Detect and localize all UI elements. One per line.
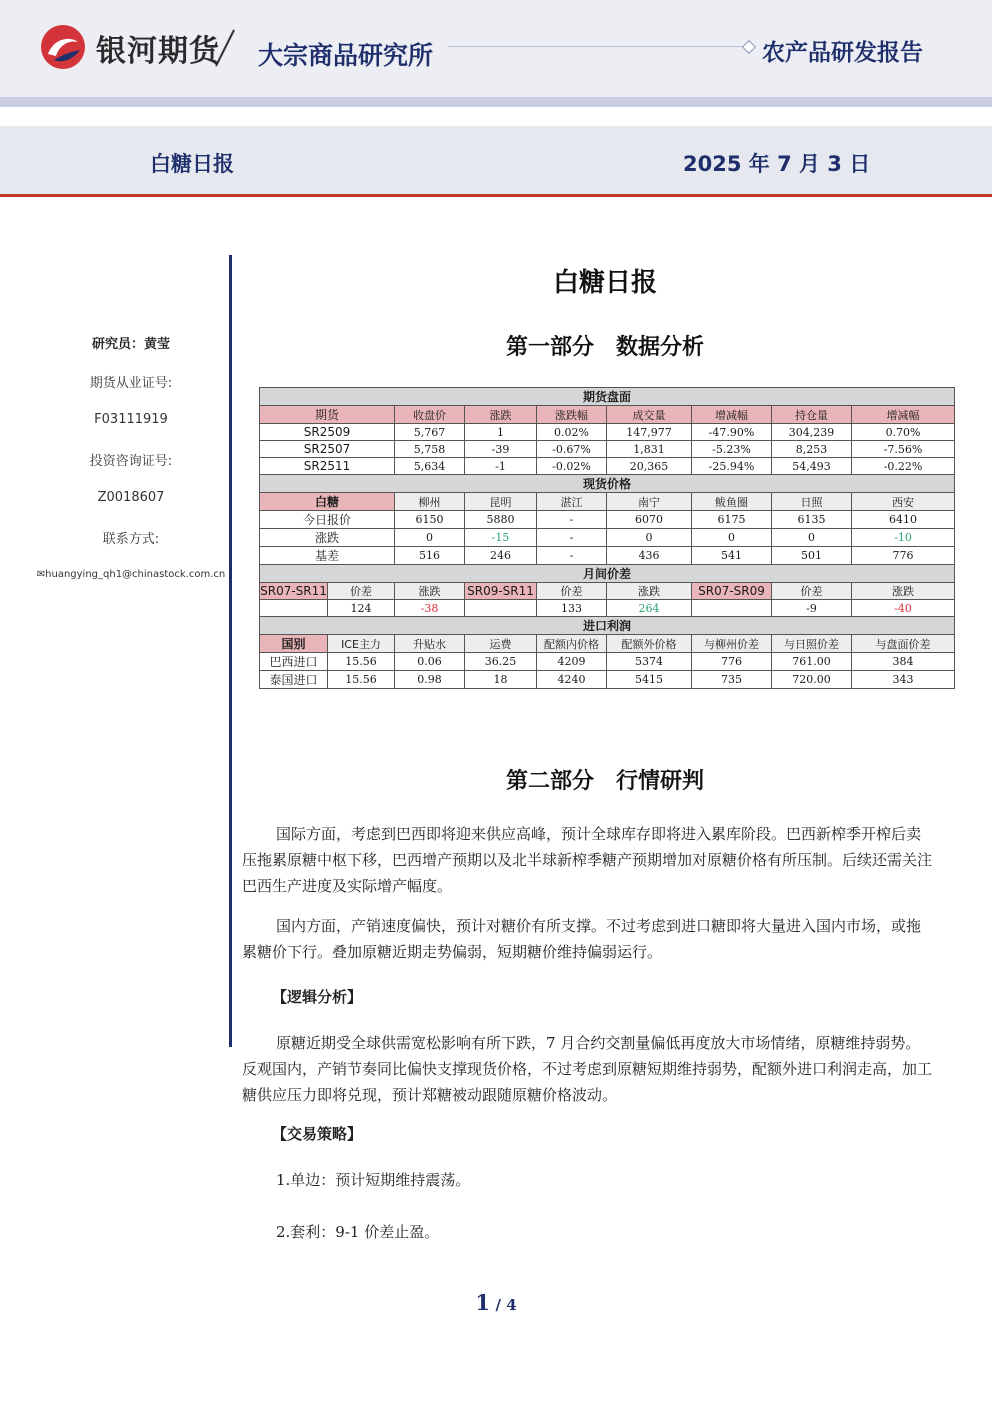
table-cell: 0.70% bbox=[852, 424, 955, 441]
table-cell: 泰国进口 bbox=[260, 671, 328, 689]
table-cell bbox=[465, 600, 537, 617]
table-cell: 8,253 bbox=[772, 441, 852, 458]
institute-name: 大宗商品研究所 bbox=[258, 41, 434, 70]
spread-section-title: 月间价差 bbox=[260, 565, 955, 583]
table-header: 涨跌幅 bbox=[537, 406, 607, 424]
table-cell: 15.56 bbox=[328, 671, 395, 689]
slash-divider bbox=[212, 28, 238, 68]
table-header: 日照 bbox=[772, 493, 852, 511]
table-cell: 5,767 bbox=[395, 424, 465, 441]
table-cell: 0 bbox=[692, 529, 772, 547]
spot-section-row bbox=[260, 475, 955, 493]
table-header: 白糖 bbox=[260, 493, 395, 511]
table-header: ICE主力 bbox=[328, 635, 395, 653]
table-cell: 5880 bbox=[465, 511, 537, 529]
table-cell: 541 bbox=[692, 547, 772, 565]
table-header: 柳州 bbox=[395, 493, 465, 511]
table-cell: 1,831 bbox=[607, 441, 692, 458]
table-cell: 54,493 bbox=[772, 458, 852, 475]
page-number bbox=[0, 1290, 992, 1315]
table-header: 涨跌 bbox=[395, 583, 465, 600]
section-title-data-analysis: 第一部分 数据分析 bbox=[505, 335, 704, 360]
table-cell: 巴西进口 bbox=[260, 653, 328, 671]
table-cell: 516 bbox=[395, 547, 465, 565]
table-cell: - bbox=[537, 547, 607, 565]
table-header: SR07-SR11 bbox=[260, 584, 327, 598]
email-icon: ✉ bbox=[36, 569, 46, 580]
table-cell: -47.90% bbox=[692, 424, 772, 441]
table-cell: 384 bbox=[852, 653, 955, 671]
table-cell: 147,977 bbox=[607, 424, 692, 441]
table-cell: -15 bbox=[465, 529, 537, 547]
table-cell: -0.22% bbox=[852, 458, 955, 475]
import-section-row bbox=[260, 617, 955, 635]
table-cell: -10 bbox=[852, 529, 955, 547]
table-cell: 0.98 bbox=[395, 671, 465, 689]
futures-header-row bbox=[260, 406, 955, 424]
table-cell: 761.00 bbox=[772, 653, 852, 671]
sugar-data-table bbox=[259, 387, 955, 689]
spread-header-row bbox=[260, 583, 955, 600]
table-cell: SR2511 bbox=[260, 458, 395, 475]
table-cell: -40 bbox=[852, 600, 955, 617]
email-address: huangying_qh1@chinastock.com.cn bbox=[45, 569, 226, 580]
table-header: SR09-SR11 bbox=[465, 583, 537, 600]
table-header: 升贴水 bbox=[395, 635, 465, 653]
table-header: SR07-SR09 bbox=[692, 583, 772, 600]
table-cell: 0 bbox=[607, 529, 692, 547]
table-header: 价差 bbox=[772, 583, 852, 600]
logic-analysis-label: 【逻辑分析】 bbox=[272, 988, 363, 1006]
strategy-arbitrage: 2.套利：9-1 价差止盈。 bbox=[276, 1223, 440, 1241]
contact-email[interactable] bbox=[0, 569, 262, 580]
table-header: 涨跌 bbox=[465, 406, 537, 424]
table-cell: 基差 bbox=[260, 547, 395, 565]
table-cell: -0.67% bbox=[537, 441, 607, 458]
table-cell: 0 bbox=[772, 529, 852, 547]
table-cell: 343 bbox=[852, 671, 955, 689]
table-row bbox=[260, 441, 955, 458]
table-cell: -9 bbox=[772, 600, 852, 617]
table-cell: 133 bbox=[537, 600, 607, 617]
table-cell: 304,239 bbox=[772, 424, 852, 441]
table-cell: - bbox=[537, 529, 607, 547]
table-header: 收盘价 bbox=[395, 406, 465, 424]
table-cell: 735 bbox=[692, 671, 772, 689]
table-header: 增减幅 bbox=[692, 406, 772, 424]
company-logo-icon bbox=[40, 24, 86, 70]
paragraph-international: 国际方面，考虑到巴西即将迎来供应高峰，预计全球库存即将进入累库阶段。巴西新榨季开榨后卖压拖累原糖中枢下移，巴西增产预期以及北半球新榨季糖产预期增加对原糖价格有所压制。后续还需关注巴西生产进度及实际增产幅度。 bbox=[242, 825, 933, 895]
table-cell bbox=[260, 600, 328, 617]
table-header: 涨跌 bbox=[607, 583, 692, 600]
table-cell: -0.02% bbox=[537, 458, 607, 475]
table-cell: -1 bbox=[465, 458, 537, 475]
section-title-market-analysis: 第二部分 行情研判 bbox=[505, 769, 704, 794]
table-header: 成交量 bbox=[607, 406, 692, 424]
researcher-name: 研究员：黄莹 bbox=[91, 337, 170, 352]
import-section-title: 进口利润 bbox=[260, 617, 955, 635]
decorative-line bbox=[448, 46, 744, 47]
table-cell bbox=[692, 600, 772, 617]
table-header: 西安 bbox=[852, 493, 955, 511]
table-cell: 5415 bbox=[607, 671, 692, 689]
page-total: / 4 bbox=[495, 1296, 517, 1314]
report-type: 农产品研发报告 bbox=[762, 40, 923, 66]
table-cell: 6175 bbox=[692, 511, 772, 529]
futures-cert-label: 期货从业证号: bbox=[89, 376, 173, 391]
table-cell: -5.23% bbox=[692, 441, 772, 458]
table-row bbox=[260, 653, 955, 671]
table-row bbox=[260, 600, 955, 617]
table-row bbox=[260, 671, 955, 689]
table-row bbox=[260, 511, 955, 529]
spot-section-title: 现货价格 bbox=[260, 475, 955, 493]
futures-section-title: 期货盘面 bbox=[260, 388, 955, 406]
table-cell: -39 bbox=[465, 441, 537, 458]
table-cell: -25.94% bbox=[692, 458, 772, 475]
futures-section-row bbox=[260, 388, 955, 406]
table-cell: 776 bbox=[852, 547, 955, 565]
table-cell: 5,634 bbox=[395, 458, 465, 475]
report-title: 白糖日报 bbox=[150, 152, 234, 176]
table-cell: 4209 bbox=[537, 653, 607, 671]
table-header: 配额外价格 bbox=[607, 635, 692, 653]
table-cell: 18 bbox=[465, 671, 537, 689]
table-header: 鲅鱼圈 bbox=[692, 493, 772, 511]
table-cell: 6135 bbox=[772, 511, 852, 529]
table-cell: 6070 bbox=[607, 511, 692, 529]
page-current: 1 bbox=[475, 1290, 490, 1315]
import-header-row bbox=[260, 635, 955, 653]
table-cell: 264 bbox=[607, 600, 692, 617]
table-cell: 6410 bbox=[852, 511, 955, 529]
table-header: 湛江 bbox=[537, 493, 607, 511]
table-header: 涨跌 bbox=[852, 583, 955, 600]
table-cell: 5,758 bbox=[395, 441, 465, 458]
table-header: 南宁 bbox=[607, 493, 692, 511]
table-cell: 涨跌 bbox=[260, 529, 395, 547]
table-header: 配额内价格 bbox=[537, 635, 607, 653]
strategy-single-side: 1.单边：预计短期维持震荡。 bbox=[276, 1171, 471, 1189]
table-cell: - bbox=[537, 511, 607, 529]
table-cell: 1 bbox=[465, 424, 537, 441]
table-header: 与日照价差 bbox=[772, 635, 852, 653]
table-row bbox=[260, 424, 955, 441]
table-cell: 15.56 bbox=[328, 653, 395, 671]
table-cell: 436 bbox=[607, 547, 692, 565]
trading-strategy-label: 【交易策略】 bbox=[272, 1125, 363, 1143]
table-row bbox=[260, 529, 955, 547]
spot-header-row bbox=[260, 493, 955, 511]
spread-section-row bbox=[260, 565, 955, 583]
table-cell: 246 bbox=[465, 547, 537, 565]
company-name: 银河期货 bbox=[96, 34, 220, 69]
document-title: 白糖日报 bbox=[552, 268, 657, 298]
paragraph-domestic: 国内方面，产销速度偏快，预计对糖价有所支撑。不过考虑到进口糖即将大量进入国内市场，或拖累糖价下行。叠加原糖近期走势偏弱，短期糖价维持偏弱运行。 bbox=[242, 917, 922, 961]
header-divider bbox=[0, 97, 992, 107]
table-header: 与盘面价差 bbox=[852, 635, 955, 653]
table-header: 与柳州价差 bbox=[692, 635, 772, 653]
report-date: 2025 年 7 月 3 日 bbox=[683, 152, 871, 176]
table-row bbox=[260, 547, 955, 565]
table-cell: 今日报价 bbox=[260, 511, 395, 529]
consult-cert-label: 投资咨询证号: bbox=[89, 454, 173, 469]
paragraph-logic: 原糖近期受全球供需宽松影响有所下跌，7 月合约交割量偏低再度放大市场情绪，原糖维持弱势。反观国内，产销节奏同比偏快支撑现货价格，不过考虑到原糖短期维持弱势，配额外进口利润走高，加工糖供应压力即将兑现，预计郑糖被动跟随原糖价格波动。 bbox=[242, 1034, 933, 1104]
table-cell: 20,365 bbox=[607, 458, 692, 475]
table-cell: 0.02% bbox=[537, 424, 607, 441]
table-cell: 5374 bbox=[607, 653, 692, 671]
table-cell: 501 bbox=[772, 547, 852, 565]
table-header: 持仓量 bbox=[772, 406, 852, 424]
table-header: 国别 bbox=[260, 635, 328, 653]
table-header: 期货 bbox=[260, 406, 395, 424]
table-header: 增减幅 bbox=[852, 406, 955, 424]
table-cell: 4240 bbox=[537, 671, 607, 689]
table-header: 价差 bbox=[537, 583, 607, 600]
table-cell: SR2509 bbox=[260, 424, 395, 441]
table-header: 昆明 bbox=[465, 493, 537, 511]
consult-cert: Z0018607 bbox=[97, 490, 165, 505]
table-cell: 6150 bbox=[395, 511, 465, 529]
subheader-divider bbox=[0, 194, 992, 197]
contact-label: 联系方式: bbox=[102, 532, 160, 547]
table-cell: 36.25 bbox=[465, 653, 537, 671]
table-row bbox=[260, 458, 955, 475]
table-cell: -7.56% bbox=[852, 441, 955, 458]
table-cell: SR2507 bbox=[260, 441, 395, 458]
table-header: 价差 bbox=[328, 583, 395, 600]
table-cell: 124 bbox=[328, 600, 395, 617]
table-header: 运费 bbox=[465, 635, 537, 653]
table-cell: 0 bbox=[395, 529, 465, 547]
futures-cert: F03111919 bbox=[94, 412, 168, 427]
table-cell: 776 bbox=[692, 653, 772, 671]
table-cell: 720.00 bbox=[772, 671, 852, 689]
table-cell: 0.06 bbox=[395, 653, 465, 671]
table-cell: -38 bbox=[395, 600, 465, 617]
